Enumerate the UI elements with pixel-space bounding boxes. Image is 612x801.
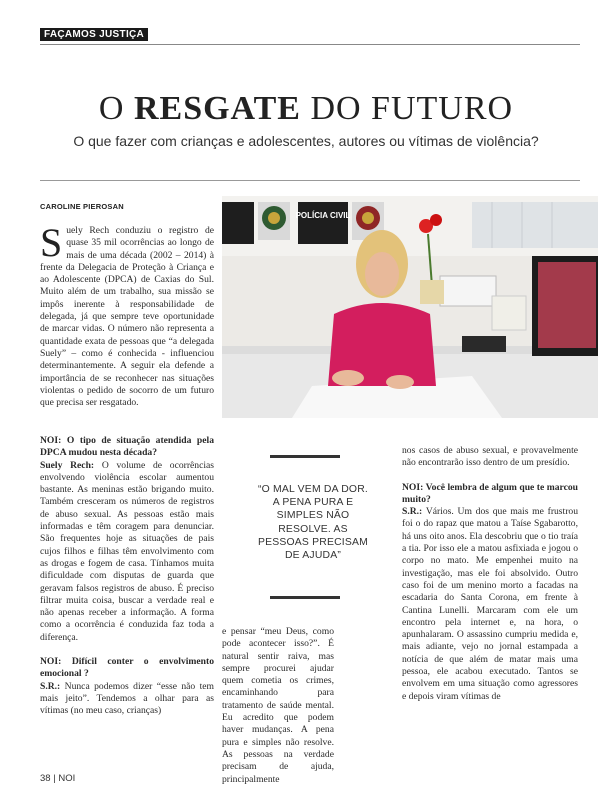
answer-3: Vários. Um dos que mais me frustrou foi o do rapaz que matou a Taíse Sgabarotto, há uns oito anos. Ela descobriu que o tio traía a tia. Por isso ele a matou asfixiada e jogou o corpo no mato. Me empenhei muito na investigação, mas ele foi absolvido. Outro caso foi de um menino morto a facadas na escadaria do Santa Corona, em frente à Cantina Lunelli. Marcaram com ele um encontro pela internet e, na hora, o apunhalaram. O assassino cumpriu medida e, mais adiante, vejo no jornal estampada a notícia de que além de matar mais uma pessoa, ele acabou executado. Tantos se envolvem em uma situação como agressores e depois viram vítimas de	[402, 506, 578, 702]
column-3-body	[402, 445, 578, 715]
page-number: 38	[40, 773, 51, 784]
article-subtitle: O que fazer com crianças e adolescentes, autores ou vítimas de violência?	[73, 133, 539, 149]
top-rule	[40, 44, 580, 45]
pull-quote-text: “O MAL VEM DA DOR. A PENA PURA E SIMPLES NÃO RESOLVE. AS PESSOAS PRECISAM DE AJUDA”	[257, 484, 369, 562]
column-2-body	[222, 626, 334, 786]
magazine-name: NOI	[58, 773, 76, 784]
answer-2-speaker: S.R.:	[40, 680, 61, 692]
section-tag: FAÇAMOS JUSTIÇA	[40, 28, 148, 41]
answer-1: O volume de ocorrências envolvendo violência escolar aumentou bastante. As meninas estão brigando muito. Também cresceram os números de registros de abuso sexual. As pessoas estão mais informadas e têm coragem para denunciar. São frequentes hoje as situações de pais cujos filhos e filhas têm envolvimento com as drogas e fogem de casa. Tínhamos muita dificuldade com disputas de guarda que geravam falsos registros de abuso. É preciso filtrar muita coisa, buscar a verdade real e não apenas receber a informação. A forma como a ocorrência é conduzida faz toda a diferença.	[40, 459, 214, 643]
qa2	[40, 656, 214, 717]
question-1: NOI: O tipo de situação atendida pela DPCA mudou nesta década?	[40, 435, 214, 459]
footer-separator: |	[53, 773, 56, 784]
answer-2: Nunca podemos dizer “esse não tem mais jeito”. Tendemos a olhar para as vítimas (no meu caso, crianças)	[40, 680, 214, 717]
title-part2: DO FUTURO	[300, 90, 514, 127]
photo-illustration	[222, 196, 598, 418]
answer-3-speaker: S.R.:	[402, 506, 423, 518]
header-rule	[40, 180, 580, 181]
drop-cap: S	[40, 220, 63, 265]
question-3: NOI: Você lembra de algum que te marcou muito?	[402, 481, 578, 505]
article-title	[0, 90, 612, 128]
title-bold: RESGATE	[133, 90, 301, 127]
page-footer	[40, 773, 75, 784]
sign-text-1: POLÍCIA CIVIL	[295, 211, 351, 220]
title-part1: O	[98, 90, 134, 127]
column-2-text: e pensar “meu Deus, como pode acontecer isso?”. É natural sentir raiva, mas sempre procurei ajudar quem cometia os crimes, encaminhando para tratamento de saúde mental. Eu acredito que podem haver mudanças. A pena pura e simples não resolve. As pessoas na verdade precisam de ajuda, principalmente	[222, 626, 334, 785]
intro-paragraph	[40, 220, 214, 409]
qa3	[402, 482, 578, 703]
answer-1-speaker: Suely Rech:	[40, 459, 95, 471]
question-2: NOI: Difícil conter o envolvimento emocional ?	[40, 656, 214, 680]
intro-text: uely Rech conduziu o registro de quase 35 mil ocorrências ao longo de mais de uma década (2002 – 2014) à frente da Delegacia de Proteção à Criança e ao Adolescente (DPCA) de Caxias do Sul. Muito além de um trabalho, sua missão se impôs inerente à responsabilidade de delegada, já que sempre teve oportunidade de marcar vidas. O número não representa a quantidade exata de pessoas que “a delegada Suely” – como é conhecida - influenciou determinantemente. A seguir ela defende a importância de se reconhecer nas situações violentas o pedido de socorro de um futuro que precisa ser resgatado.	[40, 225, 214, 409]
pull-quote	[257, 483, 369, 562]
pull-quote-rule-bottom	[270, 596, 340, 599]
column-3-lead: nos casos de abuso sexual, e provavelmente não encontrarão isso dentro de um presídio.	[402, 445, 578, 469]
article-photo	[222, 196, 598, 418]
column-1-body	[40, 435, 214, 730]
pull-quote-rule-top	[270, 455, 340, 458]
qa1	[40, 435, 214, 644]
byline: CAROLINE PIEROSAN	[40, 202, 124, 211]
